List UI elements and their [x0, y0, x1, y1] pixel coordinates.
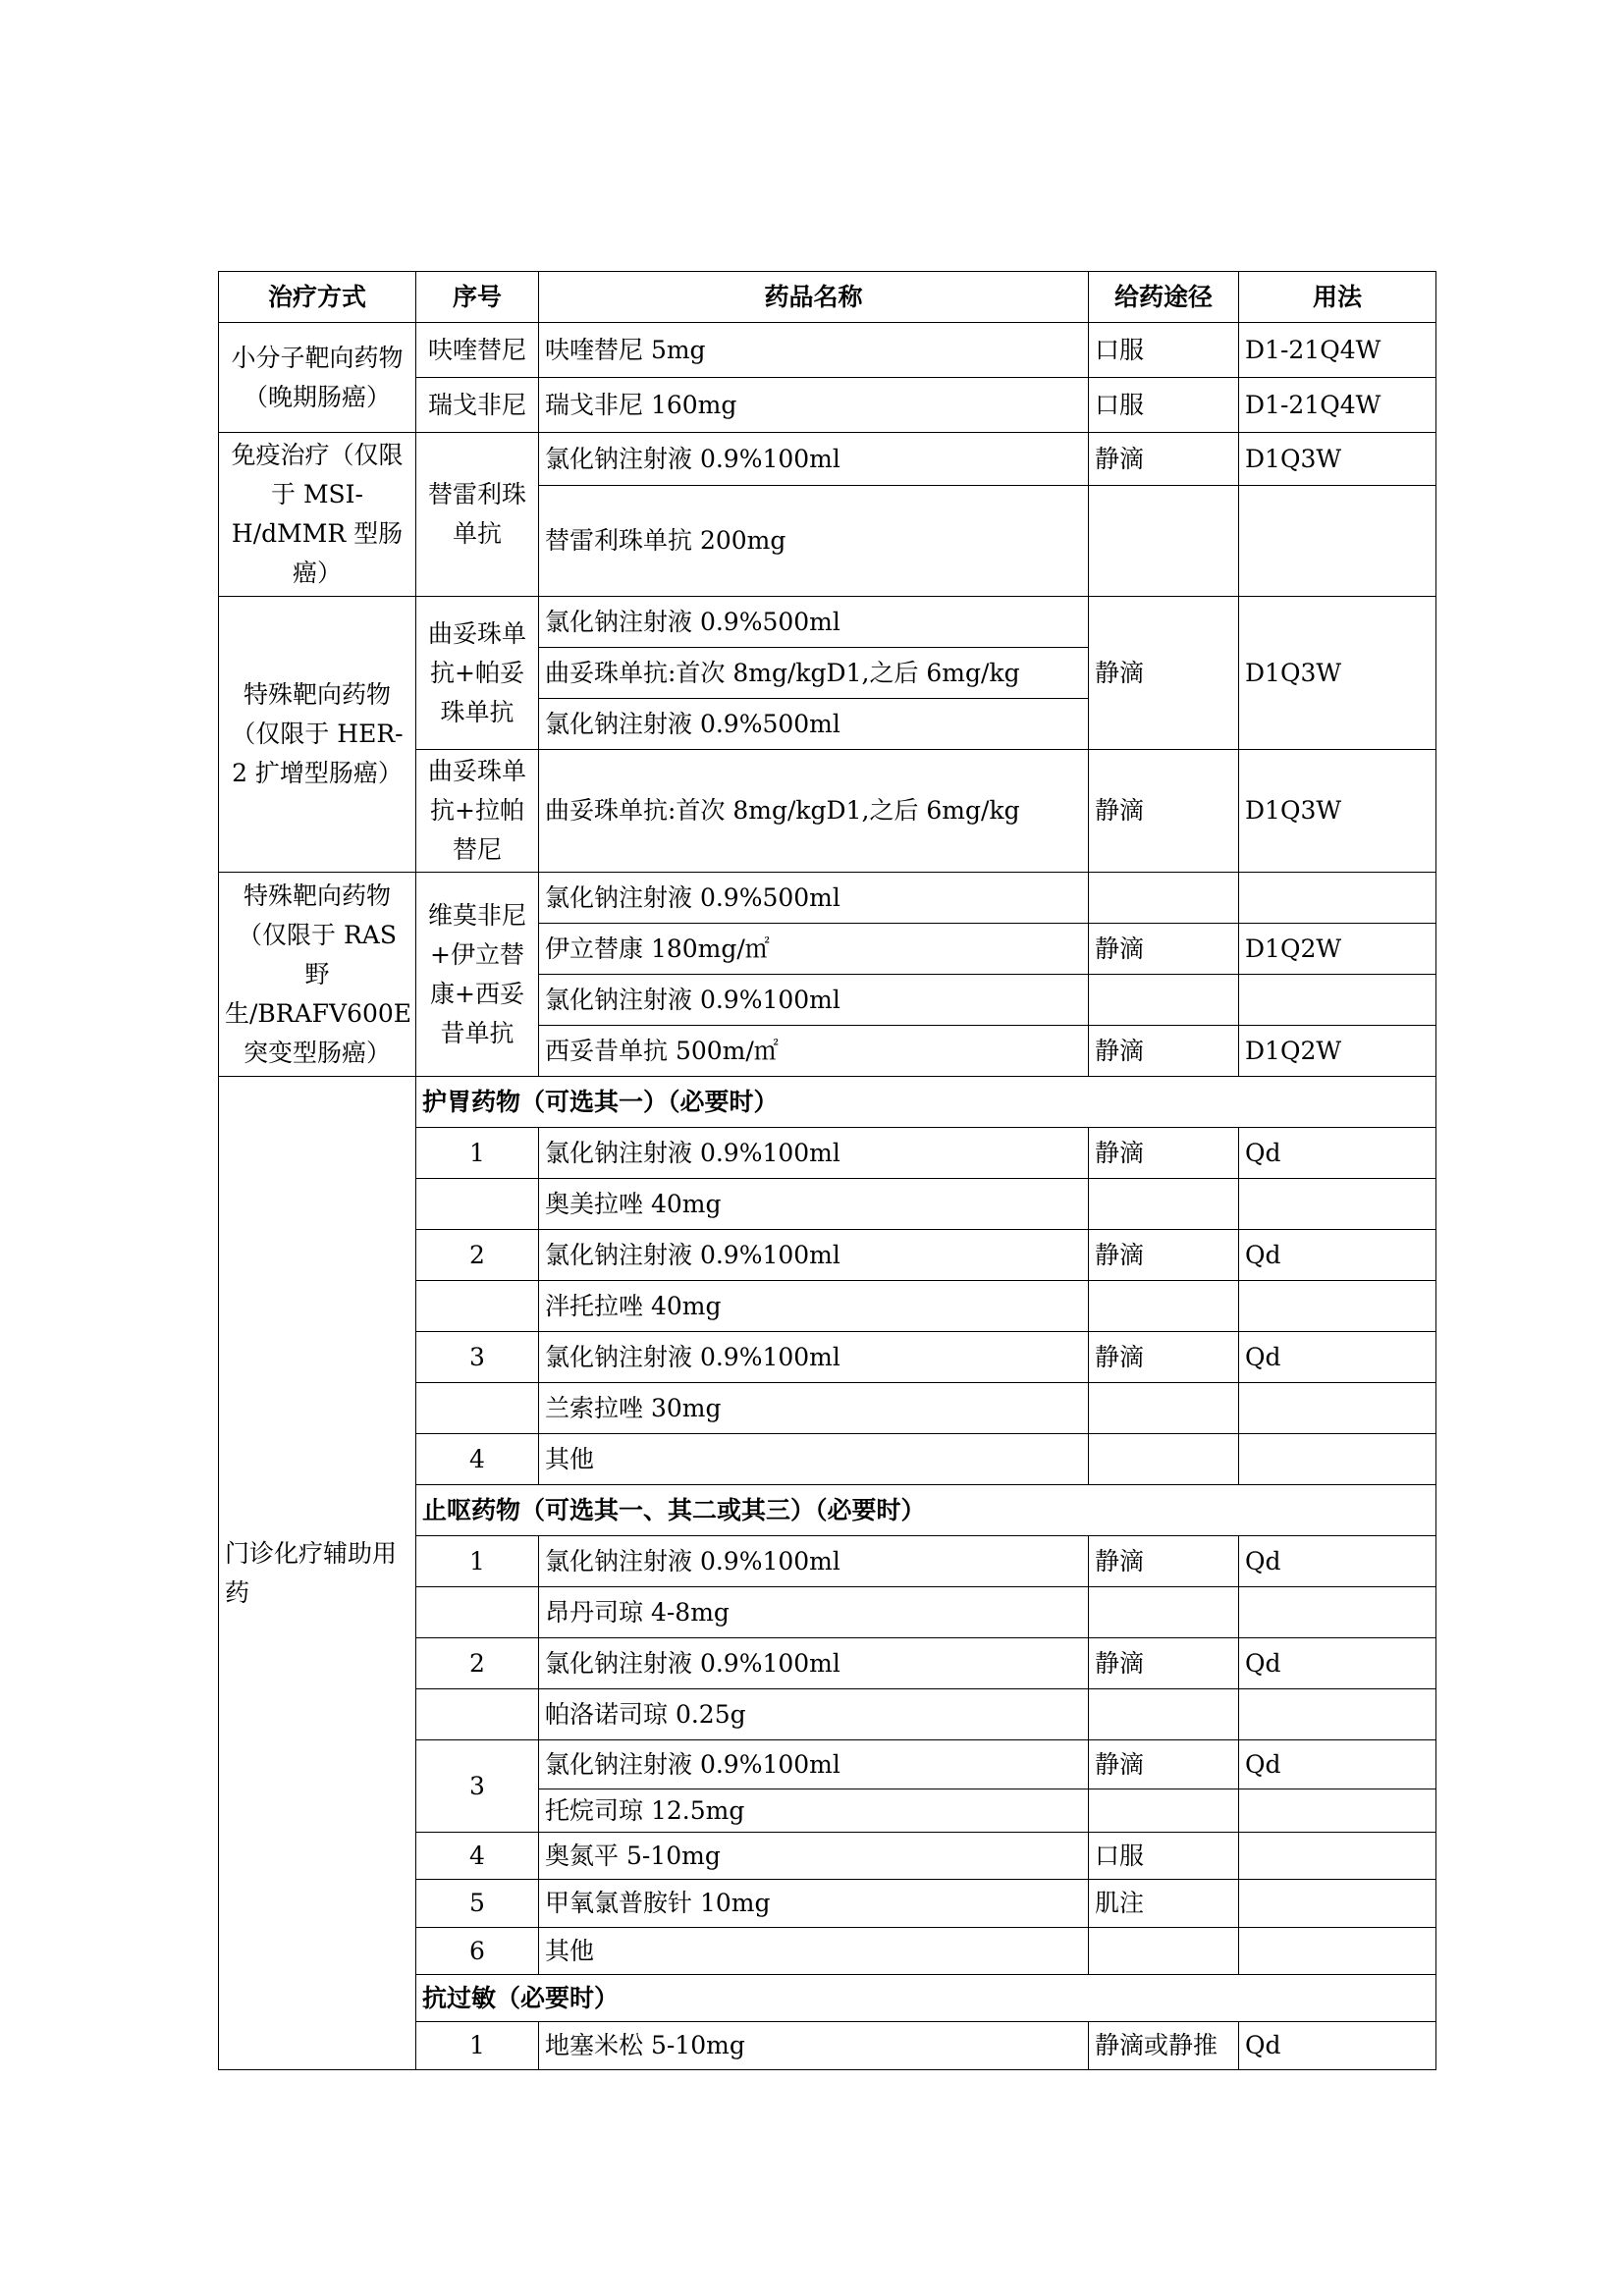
seq-cell: 维莫非尼+伊立替康+西妥昔单抗	[416, 873, 539, 1077]
seq-cell: 瑞戈非尼	[416, 378, 539, 433]
usage-cell	[1239, 1928, 1436, 1975]
route-cell	[1089, 486, 1239, 597]
usage-cell	[1239, 486, 1436, 597]
seq-cell: 5	[416, 1880, 539, 1928]
drug-cell: 兰索拉唑 30mg	[539, 1383, 1089, 1434]
drug-cell: 甲氧氯普胺针 10mg	[539, 1880, 1089, 1928]
seq-cell: 3	[416, 1740, 539, 1833]
route-cell	[1089, 1434, 1239, 1485]
mode-cell: 特殊靶向药物（仅限于 RAS 野生/BRAFV600E 突变型肠癌）	[219, 873, 416, 1077]
drug-cell: 氯化钠注射液 0.9%100ml	[539, 975, 1089, 1026]
drug-cell: 曲妥珠单抗:首次 8mg/kgD1,之后 6mg/kg	[539, 750, 1089, 873]
drug-cell: 西妥昔单抗 500m/㎡	[539, 1026, 1089, 1077]
drug-cell: 托烷司琼 12.5mg	[539, 1789, 1089, 1833]
usage-cell	[1239, 1689, 1436, 1740]
route-cell: 静滴	[1089, 1332, 1239, 1383]
section-title-stomach: 护胃药物（可选其一）（必要时）	[416, 1077, 1436, 1128]
usage-cell: D1Q3W	[1239, 433, 1436, 486]
usage-cell: Qd	[1239, 1332, 1436, 1383]
route-cell: 静滴	[1089, 1638, 1239, 1689]
seq-cell	[416, 1281, 539, 1332]
table-row	[219, 323, 1436, 378]
table-row	[219, 597, 1436, 648]
drug-cell: 泮托拉唑 40mg	[539, 1281, 1089, 1332]
mode-cell: 小分子靶向药物（晚期肠癌）	[219, 323, 416, 433]
usage-cell	[1239, 1434, 1436, 1485]
seq-cell: 1	[416, 2022, 539, 2070]
drug-cell: 氯化钠注射液 0.9%100ml	[539, 1230, 1089, 1281]
drug-cell: 地塞米松 5-10mg	[539, 2022, 1089, 2070]
mode-cell: 门诊化疗辅助用药	[219, 1077, 416, 2070]
table-row	[219, 873, 1436, 924]
seq-cell: 曲妥珠单抗+帕妥珠单抗	[416, 597, 539, 750]
drug-cell: 伊立替康 180mg/㎡	[539, 924, 1089, 975]
route-cell: 静滴	[1089, 1230, 1239, 1281]
drug-cell: 氯化钠注射液 0.9%100ml	[539, 1740, 1089, 1789]
section-row	[219, 1077, 1436, 1128]
seq-cell: 4	[416, 1833, 539, 1880]
seq-cell: 呋喹替尼	[416, 323, 539, 378]
drug-cell: 氯化钠注射液 0.9%100ml	[539, 1128, 1089, 1179]
drug-cell: 奥美拉唑 40mg	[539, 1179, 1089, 1230]
route-cell	[1089, 1587, 1239, 1638]
usage-cell	[1239, 1789, 1436, 1833]
seq-cell: 曲妥珠单抗+拉帕替尼	[416, 750, 539, 873]
usage-cell: Qd	[1239, 1740, 1436, 1789]
header-row	[219, 272, 1436, 323]
drug-cell: 曲妥珠单抗:首次 8mg/kgD1,之后 6mg/kg	[539, 648, 1089, 699]
route-cell	[1089, 1789, 1239, 1833]
route-cell: 口服	[1089, 1833, 1239, 1880]
seq-cell: 2	[416, 1230, 539, 1281]
route-cell: 静滴	[1089, 1128, 1239, 1179]
route-cell	[1089, 873, 1239, 924]
usage-cell: Qd	[1239, 1230, 1436, 1281]
seq-cell: 3	[416, 1332, 539, 1383]
seq-cell: 替雷利珠单抗	[416, 433, 539, 597]
usage-cell: D1Q3W	[1239, 750, 1436, 873]
section-title-allergy: 抗过敏（必要时）	[416, 1975, 1436, 2022]
route-cell: 静滴	[1089, 1026, 1239, 1077]
route-cell: 口服	[1089, 323, 1239, 378]
drug-cell: 奥氮平 5-10mg	[539, 1833, 1089, 1880]
seq-cell	[416, 1587, 539, 1638]
seq-cell	[416, 1179, 539, 1230]
route-cell: 静滴	[1089, 1536, 1239, 1587]
route-cell: 肌注	[1089, 1880, 1239, 1928]
seq-cell: 4	[416, 1434, 539, 1485]
usage-cell: D1-21Q4W	[1239, 378, 1436, 433]
route-cell: 静滴	[1089, 597, 1239, 750]
drug-cell: 瑞戈非尼 160mg	[539, 378, 1089, 433]
usage-cell	[1239, 1833, 1436, 1880]
drug-cell: 昂丹司琼 4-8mg	[539, 1587, 1089, 1638]
drug-cell: 氯化钠注射液 0.9%100ml	[539, 433, 1089, 486]
seq-cell: 1	[416, 1536, 539, 1587]
drug-cell: 呋喹替尼 5mg	[539, 323, 1089, 378]
route-cell	[1089, 975, 1239, 1026]
usage-cell: Qd	[1239, 1638, 1436, 1689]
usage-cell	[1239, 1587, 1436, 1638]
seq-cell	[416, 1689, 539, 1740]
drug-cell: 帕洛诺司琼 0.25g	[539, 1689, 1089, 1740]
treatment-table	[218, 271, 1436, 2070]
seq-cell: 6	[416, 1928, 539, 1975]
route-cell: 静滴	[1089, 1740, 1239, 1789]
route-cell	[1089, 1281, 1239, 1332]
header-seq: 序号	[416, 272, 539, 323]
mode-cell: 特殊靶向药物（仅限于 HER-2 扩增型肠癌）	[219, 597, 416, 873]
header-mode: 治疗方式	[219, 272, 416, 323]
usage-cell: Qd	[1239, 1536, 1436, 1587]
usage-cell: D1-21Q4W	[1239, 323, 1436, 378]
header-drug: 药品名称	[539, 272, 1089, 323]
drug-cell: 替雷利珠单抗 200mg	[539, 486, 1089, 597]
route-cell: 静滴	[1089, 433, 1239, 486]
seq-cell: 1	[416, 1128, 539, 1179]
usage-cell	[1239, 1383, 1436, 1434]
drug-cell: 氯化钠注射液 0.9%100ml	[539, 1332, 1089, 1383]
usage-cell	[1239, 1179, 1436, 1230]
header-route: 给药途径	[1089, 272, 1239, 323]
drug-cell: 氯化钠注射液 0.9%100ml	[539, 1536, 1089, 1587]
route-cell	[1089, 1383, 1239, 1434]
seq-cell	[416, 1383, 539, 1434]
route-cell: 静滴或静推	[1089, 2022, 1239, 2070]
usage-cell: D1Q2W	[1239, 1026, 1436, 1077]
route-cell: 静滴	[1089, 924, 1239, 975]
usage-cell	[1239, 1880, 1436, 1928]
usage-cell: Qd	[1239, 1128, 1436, 1179]
section-title-antiemetic: 止呕药物（可选其一、其二或其三）（必要时）	[416, 1485, 1436, 1536]
usage-cell: D1Q2W	[1239, 924, 1436, 975]
seq-cell: 2	[416, 1638, 539, 1689]
drug-cell: 氯化钠注射液 0.9%500ml	[539, 873, 1089, 924]
mode-cell: 免疫治疗（仅限于 MSI-H/dMMR 型肠癌）	[219, 433, 416, 597]
usage-cell	[1239, 1281, 1436, 1332]
route-cell	[1089, 1179, 1239, 1230]
route-cell	[1089, 1928, 1239, 1975]
header-usage: 用法	[1239, 272, 1436, 323]
drug-cell: 其他	[539, 1928, 1089, 1975]
usage-cell: D1Q3W	[1239, 597, 1436, 750]
drug-cell: 其他	[539, 1434, 1089, 1485]
usage-cell	[1239, 873, 1436, 924]
table-row	[219, 433, 1436, 486]
route-cell: 静滴	[1089, 750, 1239, 873]
drug-cell: 氯化钠注射液 0.9%500ml	[539, 699, 1089, 750]
drug-cell: 氯化钠注射液 0.9%100ml	[539, 1638, 1089, 1689]
usage-cell	[1239, 975, 1436, 1026]
route-cell: 口服	[1089, 378, 1239, 433]
route-cell	[1089, 1689, 1239, 1740]
drug-cell: 氯化钠注射液 0.9%500ml	[539, 597, 1089, 648]
usage-cell: Qd	[1239, 2022, 1436, 2070]
